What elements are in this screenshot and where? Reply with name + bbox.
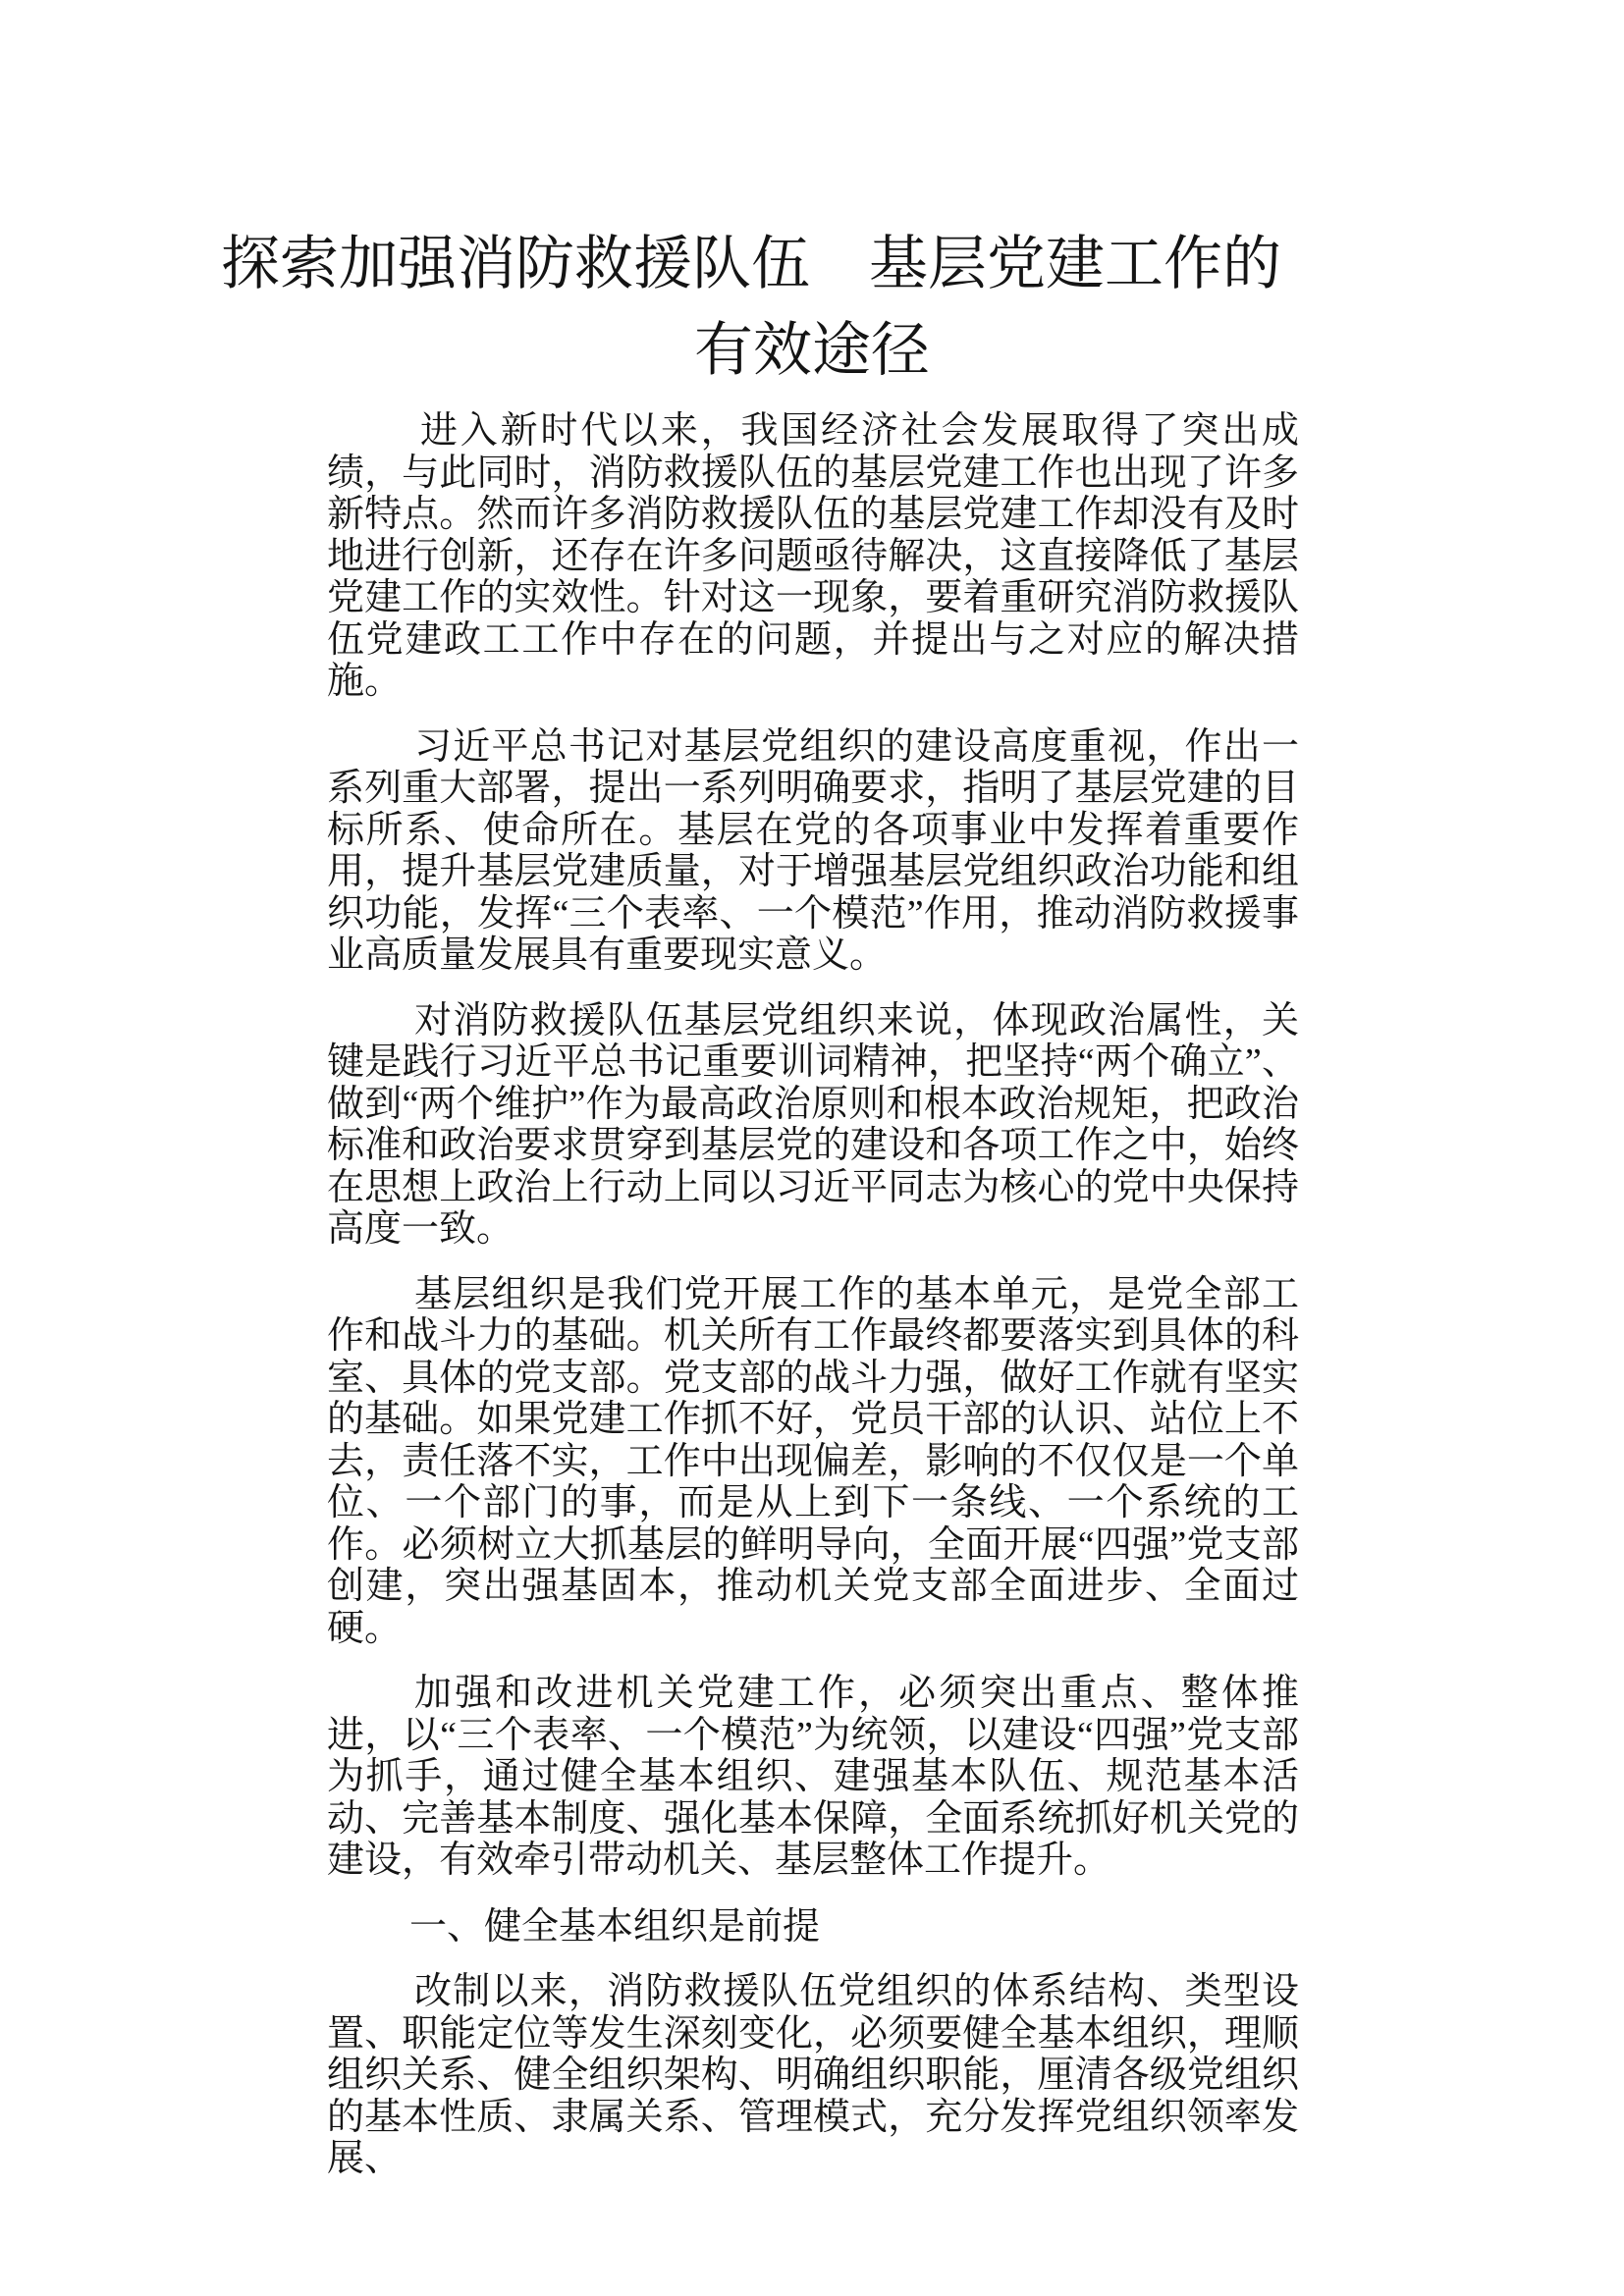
document-title [0, 0, 1624, 394]
title-line-1: 探索加强消防救援队伍 基层党建工作的 [221, 232, 1281, 296]
document-body [327, 410, 1299, 2180]
paragraph-strengthen-approach: 加强和改进机关党建工作，必须突出重点、整体推进，以“三个表率、一个模范”为统领，以建设“四强”党支部为抓手，通过健全基本组织、建强基本队伍、规范基本活动、完善基本制度、强化基本保障，全面系统抓好机关党的建设，有效牵引带动机关、基层整体工作提升。 [327, 1673, 1299, 1881]
paragraph-intro: 进入新时代以来，我国经济社会发展取得了突出成绩，与此同时，消防救援队伍的基层党建工作也出现了许多新特点。然而许多消防救援队伍的基层党建工作却没有及时地进行创新，还存在许多问题亟待解决，这直接降低了基层党建工作的实效性。针对这一现象，要着重研究消防救援队伍党建政工工作中存在的问题，并提出与之对应的解决措施。 [327, 410, 1299, 702]
paragraph-leadership-emphasis: 习近平总书记对基层党组织的建设高度重视，作出一系列重大部署，提出一系列明确要求，指明了基层党建的目标所系、使命所在。基层在党的各项事业中发挥着重要作用，提升基层党建质量，对于增强基层党组织政治功能和组织功能，发挥“三个表率、一个模范”作用，推动消防救援事业高质量发展具有重要现实意义。 [327, 725, 1299, 976]
paragraph-grassroots-unit: 基层组织是我们党开展工作的基本单元，是党全部工作和战斗力的基础。机关所有工作最终都要落实到具体的科室、具体的党支部。党支部的战斗力强，做好工作就有坚实的基础。如果党建工作抓不好，党员干部的认识、站位上不去，责任落不实，工作中出现偏差，影响的不仅仅是一个单位、一个部门的事，而是从上到下一条线、一个系统的工作。必须树立大抓基层的鲜明导向，全面开展“四强”党支部创建，突出强基固本，推动机关党支部全面进步、全面过硬。 [327, 1273, 1299, 1649]
paragraph-reform-changes: 改制以来，消防救援队伍党组织的体系结构、类型设置、职能定位等发生深刻变化，必须要健全基本组织，理顺组织关系、健全组织架构、明确组织职能，厘清各级党组织的基本性质、隶属关系、管理模式，充分发挥党组织领率发展、 [327, 1971, 1299, 2179]
section-heading-1: 一、健全基本组织是前提 [409, 1905, 821, 1948]
paragraph-political-attribute: 对消防救援队伍基层党组织来说，体现政治属性，关键是践行习近平总书记重要训词精神，把坚持“两个确立”、做到“两个维护”作为最高政治原则和根本政治规矩，把政治标准和政治要求贯穿到基层党的建设和各项工作之中，始终在思想上政治上行动上同以习近平同志为核心的党中央保持高度一致。 [327, 999, 1299, 1250]
title-line-2: 有效途径 [694, 318, 930, 383]
